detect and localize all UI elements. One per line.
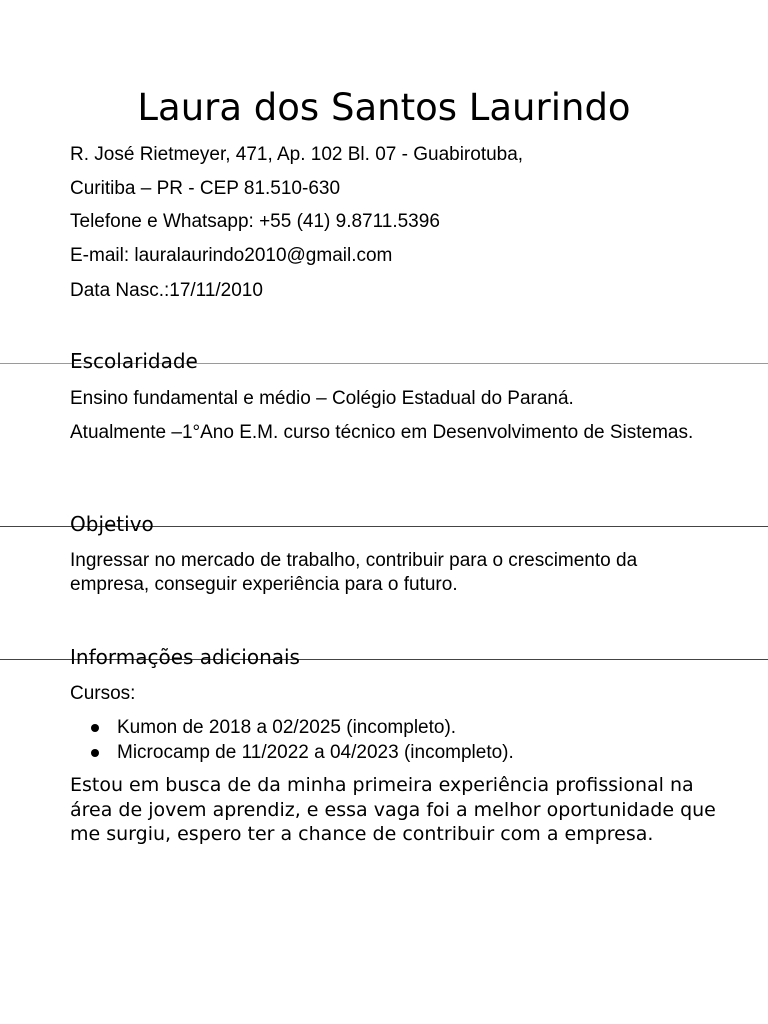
course-text: Microcamp de 11/2022 a 04/2023 (incompleto).: [117, 742, 514, 763]
list-item: [70, 740, 514, 765]
candidate-name: Laura dos Santos Laurindo: [137, 86, 631, 129]
birth-date-line: Data Nasc.:17/11/2010: [70, 280, 263, 301]
bullet-icon: [91, 724, 99, 732]
address-line-2: Curitiba – PR - CEP 81.510-630: [70, 178, 341, 199]
courses-list: [70, 715, 514, 765]
closing-statement: Estou em busca de da minha primeira experiência profissional na área de jovem aprendiz, e essa vaga foi a melhor oportunidade que me surgiu, espero ter a chance de contribuir com a empresa.: [70, 774, 716, 845]
list-item: [70, 715, 514, 740]
education-line-1: Ensino fundamental e médio – Colégio Estadual do Paraná.: [70, 388, 574, 409]
objective-heading: Objetivo: [70, 512, 154, 536]
additional-info-section-header: [0, 644, 768, 674]
courses-label: Cursos:: [70, 683, 136, 704]
education-line-2: Atualmente –1°Ano E.M. curso técnico em Desenvolvimento de Sistemas.: [70, 422, 694, 443]
phone-line: Telefone e Whatsapp: +55 (41) 9.8711.5396: [70, 211, 440, 232]
objective-text: Ingressar no mercado de trabalho, contribuir para o crescimento da empresa, conseguir experiência para o futuro.: [70, 550, 638, 595]
education-section-header: [0, 348, 768, 378]
course-text: Kumon de 2018 a 02/2025 (incompleto).: [117, 717, 457, 738]
email-line: E-mail: lauralaurindo2010@gmail.com: [70, 245, 393, 266]
bullet-icon: [91, 749, 99, 757]
objective-section-header: [0, 511, 768, 541]
education-heading: Escolaridade: [70, 349, 198, 373]
additional-info-heading: Informações adicionais: [70, 645, 300, 669]
address-line-1: R. José Rietmeyer, 471, Ap. 102 Bl. 07 - Guabirotuba,: [70, 144, 524, 165]
